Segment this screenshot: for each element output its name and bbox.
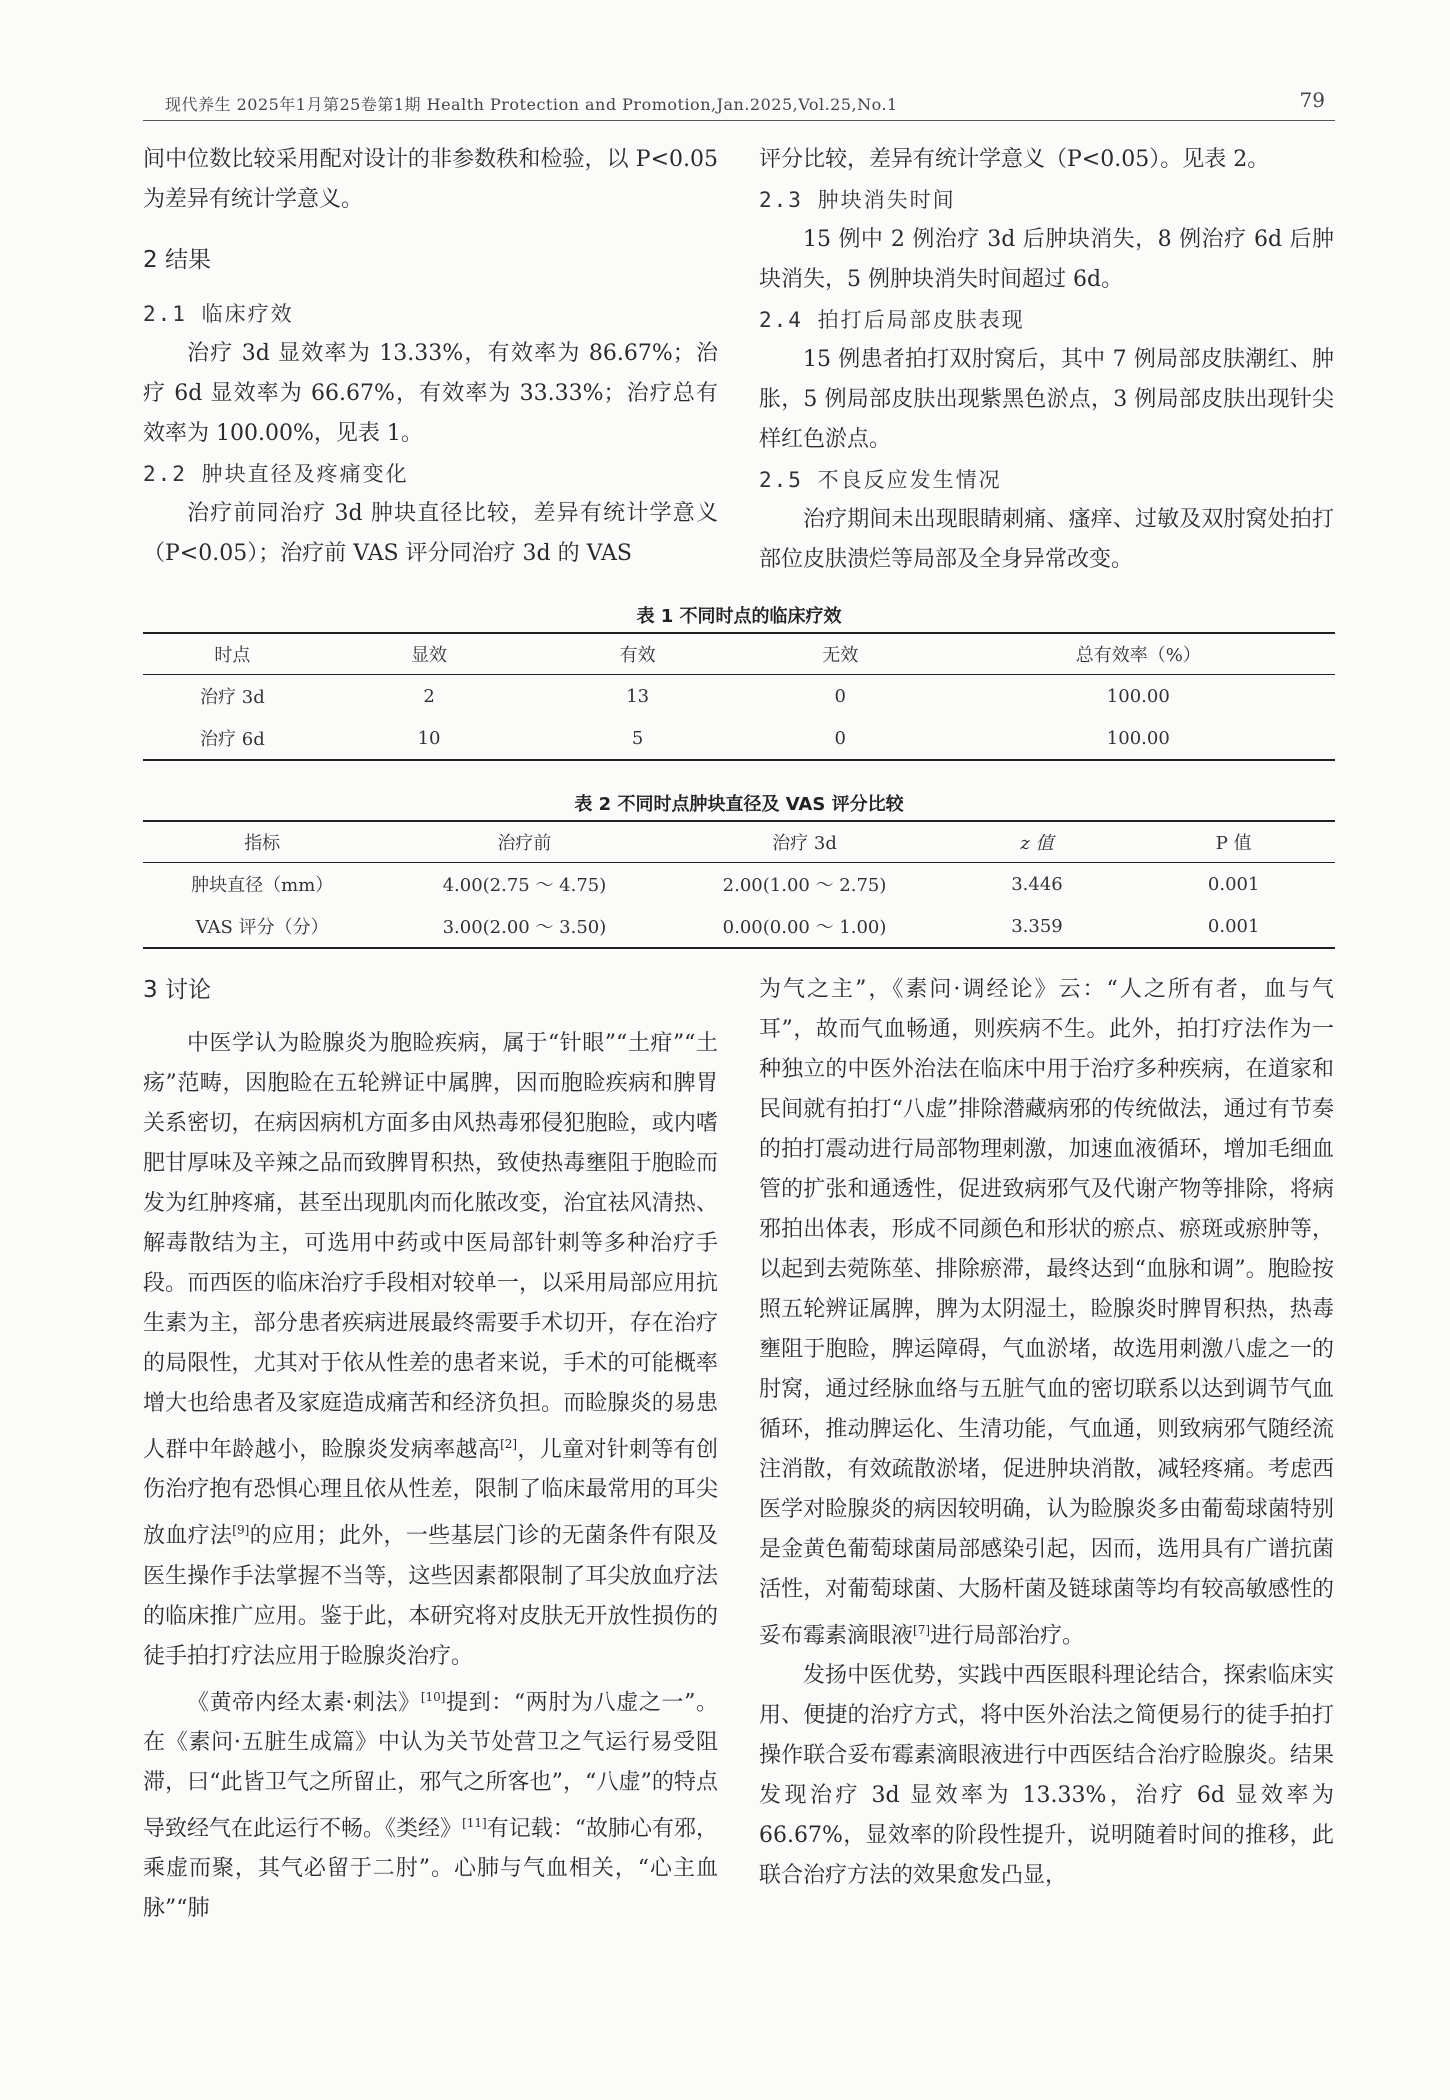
column-header: 时点 <box>214 645 251 666</box>
table-cell: 0 <box>834 685 846 707</box>
table-cell: VAS 评分（分） <box>195 917 329 938</box>
paragraph <box>143 1677 718 1930</box>
results-right-column <box>759 140 1334 580</box>
text-run: 提到：“两肘为八虚之一”。在《素问·五脏生成篇》中认为关节处营卫之气运行易受阻滞，曰“此皆卫气之所留止，邪气之所客也”，“八虚”的特点导致经气在此运行不畅。《类经》 <box>143 1689 718 1842</box>
table-cell: 0.001 <box>1207 915 1260 937</box>
paragraph: 治疗前同治疗 3d 肿块直径比较，差异有统计学意义（P<0.05）；治疗前 VAS 评分同治疗 3d 的 VAS <box>143 501 718 566</box>
column-header: 治疗 3d <box>772 833 837 854</box>
table-cell: 2 <box>423 685 435 707</box>
table-header-row <box>143 633 1335 675</box>
table-header-row <box>143 821 1335 863</box>
text-run: 进行局部治疗。 <box>930 1623 1085 1649</box>
table-cell: 治疗 6d <box>200 729 265 750</box>
table-row <box>143 905 1335 948</box>
citation: [10] <box>420 1689 446 1704</box>
table-cell: 3.359 <box>1011 915 1063 937</box>
discussion-left-column <box>143 970 718 1929</box>
table-row <box>143 863 1335 906</box>
section-heading-discussion: 3 讨论 <box>143 977 211 1003</box>
table-cell: 治疗 3d <box>200 687 265 708</box>
paragraph: 15 例中 2 例治疗 3d 后肿块消失，8 例治疗 6d 后肿块消失，5 例肿块消失时间超过 6d。 <box>759 227 1334 292</box>
table-1 <box>143 602 1335 761</box>
table-cell: 5 <box>631 727 644 749</box>
text-run: 为气之主”，《素问·调经论》云：“人之所有者，血与气耳”，故而气血畅通，则疾病不生。此外，拍打疗法作为一种独立的中医外治法在临床中用于治疗多种疾病，在道家和民间就有拍打“八虚”排除潜藏病邪的传统做法，通过有节奏的拍打震动进行局部物理刺激，加速血液循环，增加毛细血管的扩张和通透性，促进致病邪气及代谢产物等排除，将病邪拍出体表，形成不同颜色和形状的瘀点、瘀斑或瘀肿等，以起到去菀陈莝、排除瘀滞，最终达到“血脉和调”。胞睑按照五轮辨证属脾，脾为太阴湿土，睑腺炎时脾胃积热，热毒壅阻于胞睑，脾运障碍，气血淤堵，故选用刺激八虚之一的肘窝，通过经脉血络与五脏气血的密切联系以达到调节气血循环，推动脾运化、生清功能，气血通，则致病邪气随经流注消散，有效疏散淤堵，促进肿块消散，减轻疼痛。考虑西医学对睑腺炎的病因较明确，认为睑腺炎多由葡萄球菌特别是金黄色葡萄球菌局部感染引起，因而，选用具有广谱抗菌活性，对葡萄球菌、大肠杆菌及链球菌等均有较高敏感性的妥布霉素滴眼液 <box>759 977 1334 1649</box>
table-cell: 3.00(2.00 ～ 3.50) <box>442 917 607 938</box>
running-header <box>143 88 1335 121</box>
column-header: 无效 <box>822 645 859 666</box>
table-row <box>143 717 1335 760</box>
paragraph: 发扬中医优势，实践中西医眼科理论结合，探索临床实用、便捷的治疗方式，将中医外治法之简便易行的徒手拍打操作联合妥布霉素滴眼液进行中西医结合治疗睑腺炎。结果发现治疗 3d 显效率为 13.33%，治疗 6d 显效率为 66.67%，显效率的阶段性提升，说明随着时间的推移，此联合治疗方法的效果愈发凸显， <box>759 1663 1334 1889</box>
table-cell: 100.00 <box>1106 685 1170 707</box>
table-cell: 10 <box>417 727 441 749</box>
subsection-heading: 2.2 肿块直径及疼痛变化 <box>143 462 409 486</box>
discussion-right-column <box>759 970 1334 1896</box>
citation: [2] <box>500 1437 518 1451</box>
column-header: 显效 <box>411 645 448 666</box>
table-cell: 3.446 <box>1011 873 1063 895</box>
table-cell: 13 <box>626 685 650 707</box>
table-caption: 表 1 不同时点的临床疗效 <box>636 606 842 627</box>
paragraph: 15 例患者拍打双肘窝后，其中 7 例局部皮肤潮红、肿胀，5 例局部皮肤出现紫黑色淤点，3 例局部皮肤出现针尖样红色淤点。 <box>759 347 1334 452</box>
table-cell: 2.00(1.00 ～ 2.75) <box>722 875 887 896</box>
results-left-column <box>143 140 718 574</box>
paragraph <box>143 1024 718 1677</box>
paragraph: 治疗期间未出现眼睛刺痛、瘙痒、过敏及双肘窝处拍打部位皮肤溃烂等局部及全身异常改变。 <box>759 507 1334 572</box>
column-header: 治疗前 <box>497 833 552 854</box>
paragraph: 间中位数比较采用配对设计的非参数秩和检验，以 P<0.05 为差异有统计学意义。 <box>143 147 718 212</box>
table-cell: 0.00(0.00 ～ 1.00) <box>722 917 887 938</box>
text-run: 有记载：“故肺心有邪，乘虚而聚，其气必留于二肘”。心肺与气血相关，“心主血脉”“肺 <box>143 1816 718 1922</box>
subsection-heading: 2.5 不良反应发生情况 <box>759 468 1002 492</box>
table-cell: 100.00 <box>1106 727 1170 749</box>
text-run: 的应用；此外，一些基层门诊的无菌条件有限及医生操作手法掌握不当等，这些因素都限制了耳尖放血疗法的临床推广应用。鉴于此，本研究将对皮肤无开放性损伤的徒手拍打疗法应用于睑腺炎治疗。 <box>143 1523 718 1669</box>
column-header: z 值 <box>1020 833 1054 854</box>
text-run: ，儿童对针刺等有创伤治疗抱有恐惧心理且依从性差，限制了临床最常用的耳尖放血疗法 <box>143 1437 718 1549</box>
citation: [9] <box>232 1523 250 1538</box>
table-2-grid <box>143 820 1335 949</box>
column-header: 总有效率（%） <box>1075 645 1201 666</box>
citation: [11] <box>462 1815 487 1830</box>
text-run: 《黄帝内经太素·刺法》 <box>187 1689 421 1715</box>
subsection-heading: 2.3 肿块消失时间 <box>759 188 956 212</box>
text-run: 中医学认为睑腺炎为胞睑疾病，属于“针眼”“土疳”“土疡”范畴，因胞睑在五轮辨证中属脾，因而胞睑疾病和脾胃关系密切，在病因病机方面多由风热毒邪侵犯胞睑，或内嗜肥甘厚味及辛辣之品而致脾胃积热，致使热毒壅阻于胞睑而发为红肿疼痛，甚至出现肌肉而化脓改变，治宜祛风清热、解毒散结为主，可选用中药或中医局部针刺等多种治疗手段。而西医的临床治疗手段相对较单一，以采用局部应用抗生素为主，部分患者疾病进展最终需要手术切开，存在治疗的局限性，尤其对于依从性差的患者来说，手术的可能概率增大也给患者及家庭造成痛苦和经济负担。而睑腺炎的易患人群中年龄越小，睑腺炎发病率越高 <box>143 1031 718 1463</box>
subsection-heading: 2.4 拍打后局部皮肤表现 <box>759 308 1025 332</box>
column-header: 指标 <box>244 833 281 854</box>
table-cell: 0 <box>834 727 846 749</box>
column-header: 有效 <box>619 645 656 666</box>
paragraph: 治疗 3d 显效率为 13.33%，有效率为 86.67%；治疗 6d 显效率为 66.67%，有效率为 33.33%；治疗总有效率为 100.00%，见表 1。 <box>143 341 718 446</box>
section-heading-results: 2 结果 <box>143 247 211 273</box>
running-title: 现代养生 2025年1月第25卷第1期 Health Protection and Promotion,Jan.2025,Vol.25,No.1 <box>165 95 898 114</box>
table-cell: 4.00(2.75 ～ 4.75) <box>442 875 607 896</box>
citation: [7] <box>913 1623 931 1637</box>
table-2 <box>143 790 1335 949</box>
subsection-heading: 2.1 临床疗效 <box>143 302 294 326</box>
page-number: 79 <box>1299 88 1325 112</box>
table-caption: 表 2 不同时点肿块直径及 VAS 评分比较 <box>574 794 904 815</box>
column-header: P 值 <box>1215 833 1252 854</box>
table-cell: 肿块直径（mm） <box>191 875 334 896</box>
table-cell: 0.001 <box>1207 873 1260 895</box>
paragraph <box>759 970 1334 1656</box>
table-1-grid <box>143 632 1335 761</box>
table-row <box>143 675 1335 718</box>
paragraph: 评分比较，差异有统计学意义（P<0.05）。见表 2。 <box>759 147 1270 172</box>
